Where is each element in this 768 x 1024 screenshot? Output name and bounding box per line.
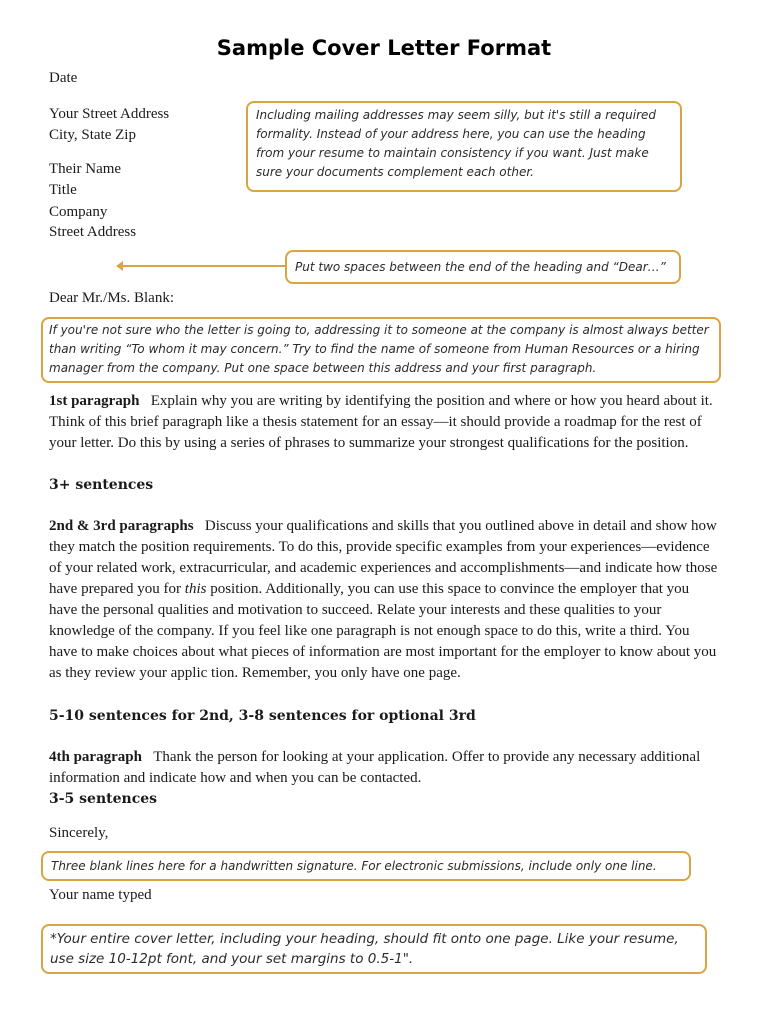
footer-note: *Your entire cover letter, including your heading, should fit onto one page. Like your resume, use size 10-12pt font, and your set margins to 0.5-1". bbox=[41, 924, 707, 974]
paragraph-2-requirement: 5-10 sentences for 2nd, 3-8 sentences for optional 3rd bbox=[49, 708, 476, 724]
paragraph-1 bbox=[49, 391, 721, 454]
name-typed: Your name typed bbox=[49, 887, 152, 903]
spacing-note: Put two spaces between the end of the heading and “Dear…” bbox=[285, 250, 681, 284]
document-title: Sample Cover Letter Format bbox=[216, 36, 552, 60]
date-line: Date bbox=[49, 70, 78, 86]
paragraph-1-requirement: 3+ sentences bbox=[49, 477, 154, 493]
salutation: Dear Mr./Ms. Blank: bbox=[49, 290, 174, 306]
paragraph-1-text: Explain why you are writing by identifying the position and where or how you heard about it. Think of this brief paragraph like a thesis statement for an essay—it should provide a roadmap for the rest of your letter. Do this by using a series of phrases to summarize your strongest qualifications for the position. bbox=[49, 393, 713, 451]
paragraph-1-label: 1st paragraph bbox=[49, 393, 140, 409]
closing: Sincerely, bbox=[49, 825, 109, 841]
paragraph-2-text-a: Discuss your qualifications and skills that you outlined above in detail and show how they match the position requirements. To do this, provide specific examples from your experiences—evidence of your related work, extracurricular, and academic experiences and accomplishments—and indicate how those have prepared you for bbox=[49, 518, 718, 597]
their-street-line: Street Address bbox=[49, 224, 137, 240]
street-address-line: Your Street Address bbox=[49, 106, 170, 122]
title-line: Title bbox=[49, 182, 77, 198]
paragraph-4 bbox=[49, 747, 721, 789]
their-name-line: Their Name bbox=[49, 161, 122, 177]
paragraph-4-requirement: 3-5 sentences bbox=[49, 791, 158, 807]
paragraph-2-emphasis: this bbox=[184, 581, 207, 597]
company-line: Company bbox=[49, 204, 108, 220]
address-note: Including mailing addresses may seem silly, but it's still a required formality. Instead of your address here, you can use the heading from your resume to maintain consistency if you want. Just make sure your documents complement each other. bbox=[246, 101, 682, 192]
paragraph-2-label: 2nd & 3rd paragraphs bbox=[49, 518, 194, 534]
arrow-left-icon bbox=[118, 265, 286, 267]
paragraph-4-label: 4th paragraph bbox=[49, 749, 142, 765]
salutation-note: If you're not sure who the letter is going to, addressing it to someone at the company is almost always better than writing “To whom it may concern.” Try to find the name of someone from Human Resources or a hiring manager from the company. Put one space between this address and your first paragraph. bbox=[41, 317, 721, 383]
signature-note: Three blank lines here for a handwritten signature. For electronic submissions, include only one line. bbox=[41, 851, 691, 881]
city-state-zip-line: City, State Zip bbox=[49, 127, 136, 143]
paragraph-4-text: Thank the person for looking at your application. Offer to provide any necessary additional information and indicate how and when you can be contacted. bbox=[49, 749, 701, 786]
paragraph-2-text-b: position. Additionally, you can use this space to convince the employer that you have the personal qualities and motivation to succeed. Relate your interests and these qualities to your knowledge of the company. If you feel like one paragraph is not enough space to do this, write a third. You have to make choices about what pieces of information are most important for the employer to know about you as they review your applic tion. Remember, you only have one page. bbox=[49, 581, 717, 681]
paragraph-2 bbox=[49, 516, 721, 684]
